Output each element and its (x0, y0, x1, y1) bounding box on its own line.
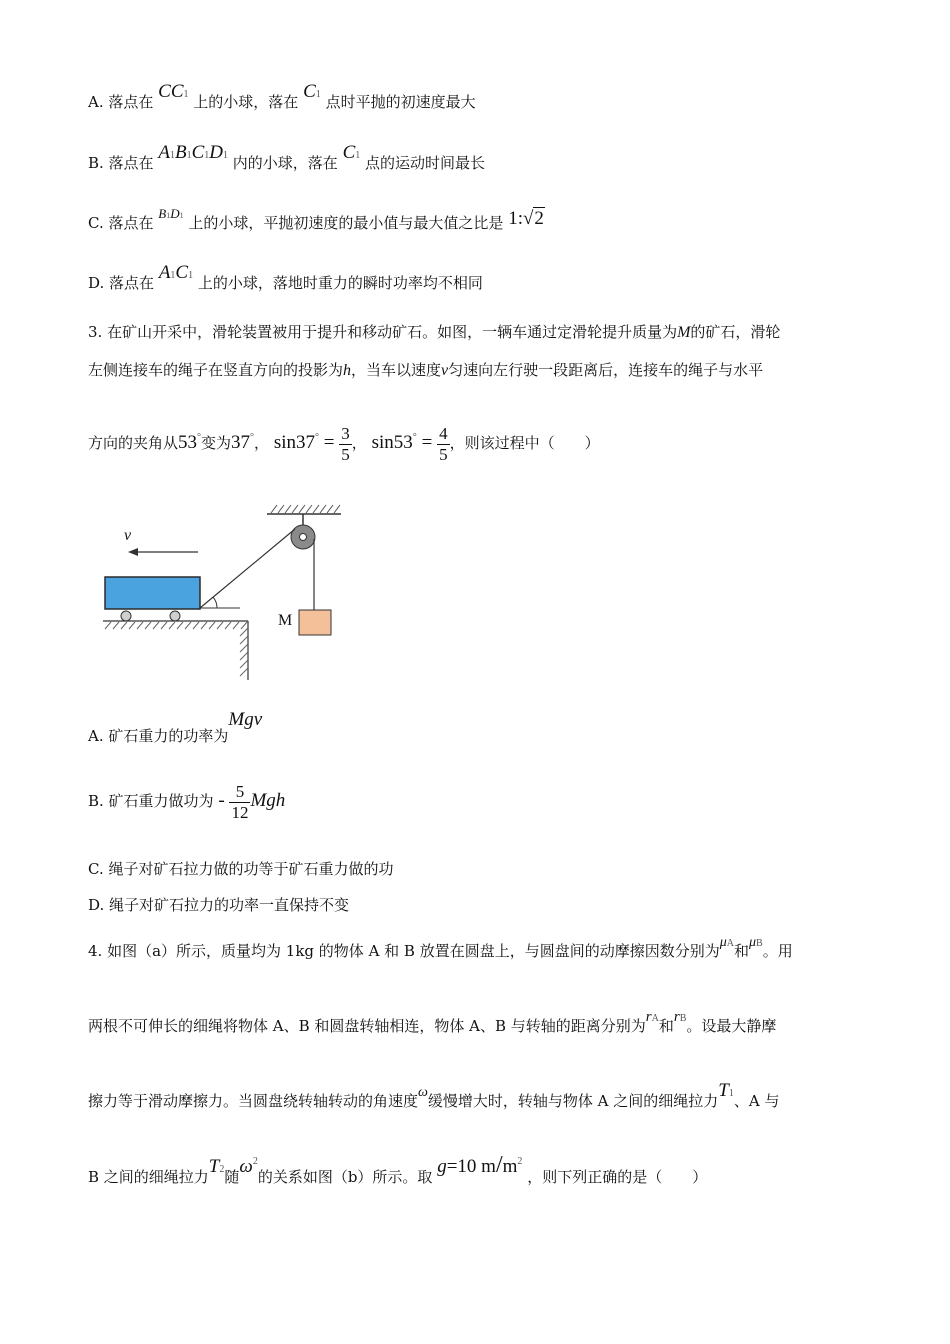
option-b-prefix: B. 落点在 (88, 154, 154, 172)
math-v: v (441, 362, 449, 379)
q2-option-c (88, 206, 545, 236)
math-b: B (174, 142, 187, 163)
slash: / (495, 1152, 503, 1178)
pulley-diagram (95, 500, 355, 685)
car-wheel-left (121, 611, 131, 621)
angle-37: 37 (231, 432, 251, 453)
sqrt-symbol: √ (522, 208, 534, 229)
q3-text: 3. 在矿山开采中，滑轮装置被用于提升和移动矿石。如图，一辆车通过定滑轮提升质量为 (88, 323, 678, 341)
math-omega: ω (418, 1085, 428, 1100)
subscript: A (651, 1013, 659, 1024)
math-t: T (718, 1080, 729, 1101)
math-c: C (191, 142, 205, 163)
option-b-mid: 内的小球，落在 (232, 154, 338, 172)
q3-stem-line2 (88, 360, 763, 381)
car-wheel-right (170, 611, 180, 621)
denominator: 12 (231, 802, 249, 822)
q4-text: 的关系如图（b）所示。取 (257, 1168, 433, 1186)
math-t: T (208, 1156, 220, 1177)
q2-option-d (88, 262, 483, 296)
q4-text: 。设最大静摩 (686, 1017, 777, 1035)
option-b-post: 点的运动时间最长 (365, 154, 486, 172)
numerator: 3 (341, 423, 350, 443)
angle-53: 53 (178, 432, 198, 453)
subscript: 2 (219, 1164, 225, 1175)
q3-option-d: D. 绳子对矿石拉力的功率一直保持不变 (88, 896, 350, 914)
q3-stem-line3: 方向的夹角从53°变为37°， sin37° = $\frac{3}{5}$ ， sin53° = $\frac{4}{5}$ ，则该过程中（ ） (88, 423, 600, 464)
velocity-label: v (124, 527, 132, 544)
subscript: 1 (186, 150, 192, 161)
g-value: =10 m (446, 1156, 496, 1177)
unit-m: m (502, 1156, 518, 1177)
subscript: 1 (170, 270, 176, 281)
math-mu: μ (749, 935, 757, 950)
math-h: h (343, 362, 352, 379)
option-c-prefix: C. 落点在 (88, 214, 154, 232)
fraction-3-5 (339, 424, 352, 465)
q4-text: 、A 与 (733, 1092, 780, 1110)
q4-stem-line1 (88, 935, 793, 964)
math-r: r (673, 1009, 680, 1025)
denominator: 5 (439, 444, 448, 464)
subscript: 1 (315, 89, 321, 100)
ore-block (299, 610, 331, 635)
q3-option-c: C. 绳子对矿石拉力做的功等于矿石重力做的功 (88, 860, 394, 878)
option-c-mid: 上的小球，平抛初速度的最小值与最大值之比是 (188, 214, 504, 232)
q4-stem-line3 (88, 1080, 780, 1114)
q3-text: 的矿石，滑轮 (690, 323, 781, 341)
q4-text: 擦力等于滑动摩擦力。当圆盘绕转轴转动的角速度 (88, 1092, 419, 1110)
q4-text: ，则下列正确的是（ ） (527, 1168, 708, 1186)
comma: ， (351, 434, 367, 452)
q4-text: 和 (658, 1017, 674, 1035)
fraction-4-5 (437, 424, 450, 465)
math-c: C (342, 142, 356, 163)
q4-text: 4. 如图（a）所示，质量均为 1kg 的物体 A 和 B 放置在圆盘上，与圆盘间的动摩擦因数分别为 (88, 942, 720, 960)
q4-text: 。用 (762, 942, 793, 960)
ratio-expression (508, 208, 545, 229)
q3-stem-line1 (88, 322, 780, 343)
q4-text: 两根不可伸长的细绳将物体 A、B 和圆盘转轴相连，物体 A、B 与转轴的距离分别为 (88, 1017, 646, 1035)
q2-option-b (88, 142, 486, 176)
math-b: B (158, 206, 167, 221)
q4-text: 缓慢增大时，转轴与物体 A 之间的细绳拉力 (427, 1092, 719, 1110)
subscript: 1 (355, 150, 361, 161)
angle-arc (213, 597, 217, 608)
option-d-post: 上的小球，落地时重力的瞬时功率均不相同 (197, 274, 483, 292)
denominator: 5 (341, 444, 350, 464)
car-body (105, 577, 200, 609)
q4-text: 随 (224, 1168, 240, 1186)
subscript: B (756, 938, 763, 949)
rope-to-car (200, 529, 295, 608)
math-g: g (437, 1156, 447, 1177)
equals: = (421, 432, 433, 453)
subscript: 1 (728, 1088, 734, 1099)
math-a: A (158, 142, 170, 163)
math-c: C (303, 81, 316, 102)
q3-text: ，当车以速度 (351, 361, 442, 379)
comma: ， (254, 434, 270, 452)
q3-text: 匀速向左行驶一段距离后，连接车的绳子与水平 (448, 361, 764, 379)
sin53-label: sin53 (371, 432, 413, 453)
option-a-mid: 上的小球，落在 (193, 93, 299, 111)
sin37-label: sin37 (273, 432, 316, 453)
superscript: 2 (252, 1156, 258, 1167)
subscript: B (679, 1013, 687, 1024)
subscript: 1 (188, 270, 194, 281)
q3-text: ，则该过程中（ ） (449, 434, 600, 452)
q4-text: B 之间的细绳拉力 (88, 1168, 209, 1186)
pulley-axle (300, 534, 307, 541)
math-a: A (158, 262, 171, 283)
q2-option-a (88, 81, 476, 115)
q4-stem-line4 (88, 1152, 708, 1190)
option-d-prefix: D. 落点在 (88, 274, 155, 292)
fraction-5-12 (229, 782, 250, 823)
ceiling-hatch (271, 505, 340, 513)
q3-text: 方向的夹角从 (88, 434, 179, 452)
subscript: 1 (183, 89, 189, 100)
q4-text: 和 (734, 942, 750, 960)
subscript: A (726, 938, 734, 949)
math-m: M (677, 324, 691, 341)
math-cc: CC (158, 81, 184, 102)
math-d: D (209, 142, 223, 163)
q3-option-b (88, 778, 285, 824)
numerator: 4 (439, 423, 448, 443)
subscript: 1 (179, 211, 184, 220)
math-mgh: Mgh (250, 790, 286, 811)
ground-hatch (105, 622, 248, 676)
numerator: 5 (229, 782, 250, 803)
subscript: 1 (204, 150, 210, 161)
option-a-post: 点时平抛的初速度最大 (325, 93, 476, 111)
subscript: 1 (166, 211, 171, 220)
q3-text: 变为 (201, 434, 232, 452)
math-d: D (170, 206, 180, 221)
math-c: C (175, 262, 189, 283)
ratio-prefix: 1: (508, 208, 523, 229)
subscript: 1 (222, 150, 228, 161)
superscript: 2 (517, 1156, 523, 1167)
equals: = (323, 432, 335, 453)
mass-label: M (278, 612, 293, 629)
subscript: 1 (169, 150, 175, 161)
q3-option-a (88, 709, 263, 746)
math-r: r (645, 1009, 652, 1025)
math-mu: μ (719, 935, 727, 950)
option-a-text: A. 矿石重力的功率为 (88, 727, 229, 745)
velocity-arrowhead (128, 548, 138, 556)
radicand: 2 (534, 208, 544, 229)
q4-stem-line2 (88, 1009, 777, 1039)
q3-text: 左侧连接车的绳子在竖直方向的投影为 (88, 361, 344, 379)
minus-sign: - (218, 790, 225, 811)
math-mgv: Mgv (228, 709, 263, 730)
option-a-prefix: A. 落点在 (88, 93, 154, 111)
math-omega: ω (239, 1156, 253, 1177)
option-b-text: B. 矿石重力做功为 (88, 792, 214, 810)
